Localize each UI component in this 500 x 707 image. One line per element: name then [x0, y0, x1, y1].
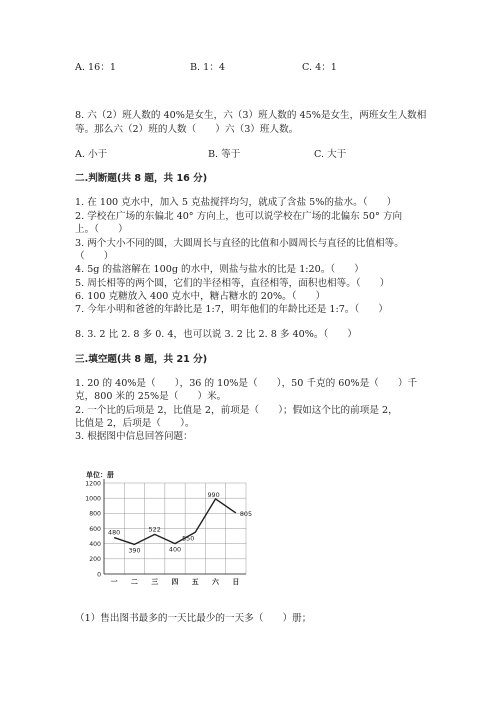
chart-title: 单位：册 — [86, 471, 114, 479]
data-label: 990 — [207, 490, 220, 499]
judge-line: 5. 周长相等的两个圆，它们的半径相等，直径相等，面积也相等。（ ） — [75, 278, 390, 289]
data-label: 400 — [168, 545, 182, 554]
x-tick-label: 六 — [212, 578, 219, 586]
judge-line: 1. 在 100 克水中，加入 5 克盐搅拌均匀，就成了含盐 5%的盐水。（ ） — [75, 197, 397, 208]
judge-line: （ ） — [75, 251, 114, 262]
q7-option-a: A. 16：1 — [75, 62, 116, 73]
x-tick-label: 日 — [232, 578, 240, 586]
judge-line: 8. 3. 2 比 2. 8 多 0. 4，也可以说 3. 2 比 2. 8 多 40%。（ ） — [75, 329, 358, 340]
q7-option-c: C. 4：1 — [302, 62, 337, 73]
y-tick-label: 800 — [89, 510, 101, 518]
fill-line: 克，800 米的 25%是（ ）米。 — [75, 391, 227, 402]
q7-option-b: B. 1：4 — [190, 62, 225, 73]
x-tick-label: 二 — [131, 578, 138, 586]
q8-option-a: A. 小于 — [75, 149, 108, 160]
series-line — [114, 499, 236, 545]
judge-line: 2. 学校在广场的东偏北 40° 方向上，也可以说学校在广场的北偏东 50° 方向 — [75, 211, 403, 222]
data-label: 480 — [108, 528, 121, 537]
x-tick-label: 四 — [171, 578, 179, 586]
judge-line: 4. 5g 的盐溶解在 100g 的水中，则盐与盐水的比是 1:20。（ ） — [75, 264, 364, 275]
q8-line-2: 等。那么六（2）班的人数（ ）六（3）班人数。 — [75, 124, 299, 135]
fill-line: 3. 根据图中信息回答问题： — [75, 431, 193, 442]
judge-line: 3. 两个大小不同的圆，大圆周长与直径的比值和小圆周长与直径的比值相等。 — [75, 238, 404, 249]
section-3-heading: 三.填空题(共 8 题，共 21 分) — [75, 354, 208, 365]
y-tick-label: 1000 — [85, 495, 101, 503]
fill-line: 比值是 2，后项是（ ）。 — [75, 418, 195, 429]
y-tick-label: 400 — [89, 540, 101, 548]
data-label: 522 — [148, 525, 161, 534]
x-tick-label: 一 — [110, 578, 118, 586]
section-2-heading: 二.判断题(共 8 题，共 16 分) — [75, 173, 208, 184]
judge-line: 7. 今年小明和爸爸的年龄比是 1:7，明年他们的年龄比还是 1:7。（ ） — [75, 304, 389, 315]
q8-option-c: C. 大于 — [314, 149, 347, 160]
q8-line-1: 8. 六（2）班人数的 40%是女生，六（3）班人数的 45%是女生，两班女生人数相 — [75, 110, 427, 121]
q8-option-b: B. 等于 — [208, 149, 241, 160]
y-tick-label: 200 — [89, 556, 101, 564]
fill-line: 2. 一个比的后项是 2，比值是 2，前项是（ ）；假如这个比的前项是 2， — [75, 405, 398, 416]
chart-question-1: （1）售出图书最多的一天比最少的一天多（ ）册； — [75, 613, 312, 624]
y-tick-label: 1200 — [85, 480, 101, 488]
line-chart — [70, 463, 260, 593]
data-label: 805 — [239, 509, 253, 518]
judge-line: 6. 100 克糖放入 400 克水中，糖占糖水的 20%。（ ） — [75, 291, 326, 302]
data-label: 390 — [128, 546, 141, 555]
data-label: 550 — [182, 534, 195, 543]
y-tick-label: 0 — [97, 571, 101, 579]
x-tick-label: 三 — [151, 578, 159, 586]
judge-line: 上。（ ） — [75, 224, 128, 235]
x-tick-label: 五 — [191, 578, 199, 586]
fill-line: 1. 20 的 40%是（ ），36 的 10%是（ ），50 千克的 60%是（ ）千 — [75, 378, 418, 389]
y-tick-label: 600 — [89, 525, 101, 533]
